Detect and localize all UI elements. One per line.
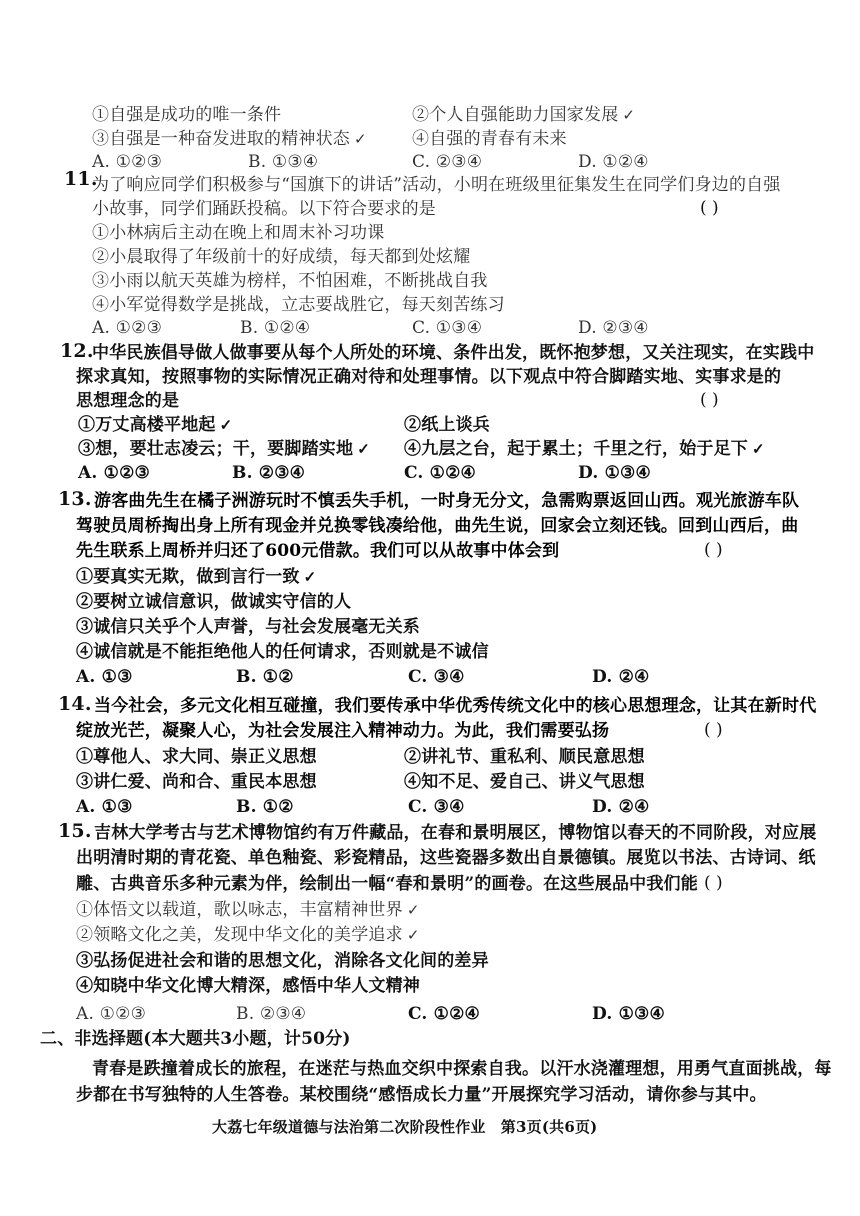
q14-answer-bracket: ( ) bbox=[704, 720, 723, 740]
check-mark-icon: ✓ bbox=[354, 130, 367, 148]
q15-choice-a: A. ①②③ bbox=[76, 1004, 147, 1024]
q13-answer-bracket: ( ) bbox=[704, 540, 723, 560]
q13-option-4: ④诚信就是不能拒绝他人的任何请求，否则就是不诚信 bbox=[76, 642, 489, 662]
q14-option-3: ③讲仁爱、尚和合、重民本思想 bbox=[76, 772, 317, 792]
q12-number: 12. bbox=[60, 340, 94, 362]
q14-choice-c: C. ③④ bbox=[408, 797, 465, 817]
q11-choice-a: A. ①②③ bbox=[92, 318, 163, 338]
q12-stem-line-2: 探求真知，按照事物的实际情况正确对待和处理事情。以下观点中符合脚踏实地、实事求是的 bbox=[76, 367, 782, 387]
q14-option-2: ②讲礼节、重私利、顺民意思想 bbox=[404, 747, 645, 767]
q15-option-1 bbox=[76, 899, 420, 921]
q12-option-4-text: ④九层之台，起于累土；千里之行，始于足下 bbox=[404, 439, 748, 459]
q11-stem-line-2: 小故事，同学们踊跃投稿。以下符合要求的是 bbox=[92, 199, 436, 219]
check-mark-icon: ✓ bbox=[752, 440, 765, 458]
q15-answer-bracket: ( ) bbox=[704, 873, 723, 893]
q11-choice-b: B. ①②④ bbox=[240, 318, 311, 338]
q10-choice-c: C. ②③④ bbox=[412, 152, 483, 172]
q15-stem-line-3: 雕、古典音乐多种元素为伴，绘制出一幅“春和景明”的画卷。在这些展品中我们能 bbox=[76, 874, 698, 894]
q15-option-1-text: ①体悟文以载道，歌以咏志，丰富精神世界 bbox=[76, 900, 403, 920]
q15-option-2 bbox=[76, 924, 420, 946]
q14-choice-a: A. ①③ bbox=[76, 797, 133, 817]
check-mark-icon: ✓ bbox=[303, 568, 317, 586]
q12-stem-line-3: 思想理念的是 bbox=[76, 391, 180, 411]
q13-option-1 bbox=[76, 566, 316, 588]
q11-option-2: ②小晨取得了年级前十的好成绩，每天都到处炫耀 bbox=[92, 247, 471, 267]
q15-stem-line-1: 吉林大学考古与艺术博物馆约有万件藏品，在春和景明展区，博物馆以春天的不同阶段，对应展 bbox=[94, 823, 817, 843]
q13-option-2: ②要树立诚信意识，做诚实守信的人 bbox=[76, 592, 352, 612]
q10-option-2 bbox=[412, 104, 635, 126]
q14-option-4: ④知不足、爱自己、讲义气思想 bbox=[404, 772, 645, 792]
q14-choice-b: B. ①② bbox=[236, 797, 294, 817]
q10-option-2-text: ②个人自强能助力国家发展 bbox=[412, 105, 619, 125]
q14-stem-line-2: 绽放光芒，凝聚人心，为社会发展注入精神动力。为此，我们需要弘扬 bbox=[76, 721, 610, 741]
q13-choice-c: C. ③④ bbox=[408, 667, 465, 687]
q12-choice-c: C. ①②④ bbox=[404, 463, 476, 483]
check-mark-icon: ✓ bbox=[219, 416, 233, 434]
q15-option-2-text: ②领略文化之美，发现中华文化的美学追求 bbox=[76, 925, 403, 945]
check-mark-icon: ✓ bbox=[622, 106, 636, 124]
q10-option-4: ④自强的青春有未来 bbox=[412, 129, 567, 149]
q10-choice-b: B. ①③④ bbox=[248, 152, 319, 172]
q14-number: 14. bbox=[58, 693, 92, 715]
q13-choice-d: D. ②④ bbox=[592, 667, 650, 687]
q13-choice-a: A. ①③ bbox=[76, 667, 133, 687]
check-mark-icon: ✓ bbox=[406, 926, 420, 944]
q11-number: 11. bbox=[64, 168, 98, 190]
q15-option-3: ③弘扬促进社会和谐的思想文化，消除各文化间的差异 bbox=[76, 951, 489, 971]
q12-option-4 bbox=[404, 438, 765, 460]
q10-option-3 bbox=[92, 128, 367, 150]
check-mark-icon: ✓ bbox=[357, 440, 370, 458]
q11-option-3: ③小雨以航天英雄为榜样，不怕困难，不断挑战自我 bbox=[92, 271, 488, 291]
q11-stem-line-1: 为了响应同学们积极参与“国旗下的讲话”活动，小明在班级里征集发生在同学们身边的自强 bbox=[92, 175, 781, 195]
q12-option-2: ②纸上谈兵 bbox=[404, 415, 490, 435]
q15-choice-c: C. ①②④ bbox=[408, 1004, 480, 1024]
section-2-intro-line-1: 青春是跌撞着成长的旅程，在迷茫与热血交织中探索自我。以汗水浇灌理想，用勇气直面挑战，每 bbox=[92, 1059, 832, 1079]
q12-choice-d: D. ①③④ bbox=[578, 463, 651, 483]
q14-choice-d: D. ②④ bbox=[592, 797, 650, 817]
q15-choice-b: B. ②③④ bbox=[236, 1004, 307, 1024]
q12-option-3-text: ③想，要壮志凌云；干，要脚踏实地 bbox=[78, 439, 354, 459]
q14-option-1: ①尊他人、求大同、崇正义思想 bbox=[76, 747, 317, 767]
q15-stem-line-2: 出明清时期的青花瓷、单色釉瓷、彩瓷精品，这些瓷器多数出自景德镇。展览以书法、古诗词、纸 bbox=[76, 848, 816, 868]
q12-option-1 bbox=[78, 414, 232, 436]
q11-option-1: ①小林病后主动在晚上和周末补习功课 bbox=[92, 223, 385, 243]
check-mark-icon: ✓ bbox=[406, 901, 420, 919]
q13-option-3: ③诚信只关乎个人声誉，与社会发展毫无关系 bbox=[76, 617, 420, 637]
q12-choice-b: B. ②③④ bbox=[232, 463, 306, 483]
q10-choice-a: A. ①②③ bbox=[92, 152, 163, 172]
q13-number: 13. bbox=[58, 488, 92, 510]
q13-stem-line-1: 游客曲先生在橘子洲游玩时不慎丢失手机，一时身无分文，急需购票返回山西。观光旅游车队 bbox=[94, 491, 800, 511]
q11-option-4: ④小军觉得数学是挑战，立志要战胜它，每天刻苦练习 bbox=[92, 295, 505, 315]
q15-option-4: ④知晓中华文化博大精深，感悟中华人文精神 bbox=[76, 976, 420, 996]
q13-option-1-text: ①要真实无欺，做到言行一致 bbox=[76, 567, 300, 587]
q11-choice-c: C. ①③④ bbox=[412, 318, 483, 338]
q13-stem-line-3: 先生联系上周桥并归还了600元借款。我们可以从故事中体会到 bbox=[76, 541, 560, 561]
q11-answer-bracket: ( ) bbox=[700, 198, 719, 218]
q14-stem-line-1: 当今社会，多元文化相互碰撞，我们要传承中华优秀传统文化中的核心思想理念，让其在新时代 bbox=[94, 696, 817, 716]
q15-number: 15. bbox=[58, 820, 92, 842]
q10-option-1: ①自强是成功的唯一条件 bbox=[92, 105, 282, 125]
q12-choice-a: A. ①②③ bbox=[78, 463, 150, 483]
q10-option-3-text: ③自强是一种奋发进取的精神状态 bbox=[92, 129, 350, 149]
q12-answer-bracket: ( ) bbox=[700, 390, 719, 410]
q13-stem-line-2: 驾驶员周桥掏出身上所有现金并兑换零钱凑给他，曲先生说，回家会立刻还钱。回到山西后，曲 bbox=[76, 516, 799, 536]
q10-choice-d: D. ①②④ bbox=[578, 152, 649, 172]
q11-choice-d: D. ②③④ bbox=[578, 318, 649, 338]
q13-choice-b: B. ①② bbox=[236, 667, 294, 687]
section-2-heading: 二、非选择题(本大题共3小题，计50分) bbox=[40, 1029, 351, 1049]
q15-choice-d: D. ①③④ bbox=[592, 1004, 665, 1024]
q12-option-1-text: ①万丈高楼平地起 bbox=[78, 415, 216, 435]
page-footer: 大荔七年级道德与法治第二次阶段性作业 第3页(共6页) bbox=[212, 1118, 598, 1136]
q12-option-3 bbox=[78, 438, 370, 460]
section-2-intro-line-2: 步都在书写独特的人生答卷。某校围绕“感悟成长力量”开展探究学习活动，请你参与其中。 bbox=[76, 1085, 767, 1105]
q12-stem-line-1: 中华民族倡导做人做事要从每个人所处的环境、条件出发，既怀抱梦想，又关注现实，在实践中 bbox=[92, 343, 815, 363]
